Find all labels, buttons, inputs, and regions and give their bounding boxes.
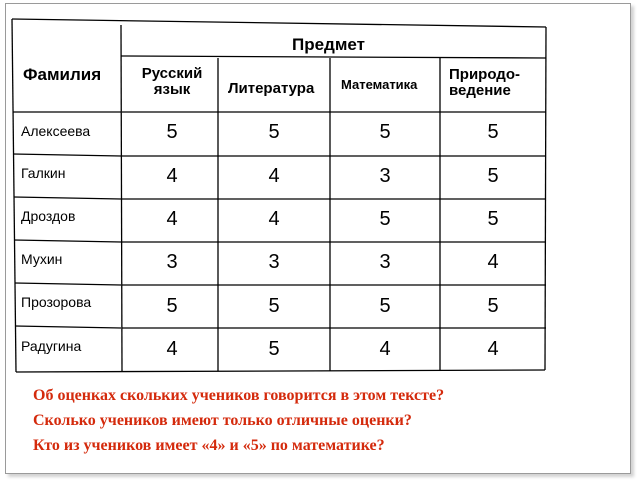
question-1: Об оценках скольких учеников говорится в этом тексте? bbox=[33, 387, 445, 404]
grade-cell: 5 bbox=[166, 121, 178, 143]
subject-russian-line-1: Русский bbox=[141, 65, 203, 82]
grade-cell: 4 bbox=[166, 208, 178, 230]
grade-cell: 4 bbox=[487, 338, 499, 360]
subject-russian-line-2: язык bbox=[153, 81, 191, 98]
grade-cell: 4 bbox=[268, 165, 280, 187]
subject-literature-header bbox=[228, 81, 314, 97]
grade-cell: 5 bbox=[487, 295, 499, 317]
student-name: Радугина bbox=[21, 338, 82, 354]
subject-nature-header bbox=[449, 67, 520, 99]
question-3: Кто из учеников имеет «4» и «5» по математике? bbox=[33, 437, 385, 454]
grade-cell: 3 bbox=[268, 251, 280, 273]
grid-line bbox=[15, 283, 121, 285]
grade-cell: 5 bbox=[487, 121, 499, 143]
grid-line bbox=[13, 154, 121, 156]
grade-cell: 5 bbox=[268, 121, 280, 143]
grade-cell: 5 bbox=[268, 338, 280, 360]
subject-literature-line-1: Литература bbox=[228, 80, 315, 97]
student-name: Прозорова bbox=[21, 294, 92, 310]
grade-cell: 3 bbox=[379, 165, 391, 187]
grade-cell: 4 bbox=[166, 338, 178, 360]
grade-cell: 5 bbox=[379, 121, 391, 143]
subject-math-header bbox=[341, 78, 417, 91]
grade-cell: 5 bbox=[487, 165, 499, 187]
grid-line bbox=[14, 197, 121, 199]
grade-cell: 5 bbox=[268, 295, 280, 317]
grade-cell: 3 bbox=[166, 251, 178, 273]
grid-line bbox=[14, 240, 121, 242]
grid-line bbox=[121, 25, 122, 371]
student-name: Алексеева bbox=[21, 123, 91, 139]
question-2: Сколько учеников имеют только отличные оценки? bbox=[33, 412, 412, 429]
grade-cell: 4 bbox=[379, 338, 391, 360]
subject-nature-line-1: Природо- bbox=[449, 66, 520, 83]
grade-cell: 5 bbox=[379, 295, 391, 317]
grade-cell: 5 bbox=[379, 208, 391, 230]
grade-cell: 5 bbox=[487, 208, 499, 230]
subject-header: Предмет bbox=[292, 35, 365, 54]
student-name: Галкин bbox=[21, 165, 66, 181]
student-name: Дроздов bbox=[21, 208, 76, 224]
student-name: Мухин bbox=[21, 251, 63, 267]
grade-cell: 4 bbox=[487, 251, 499, 273]
question-list bbox=[33, 383, 444, 458]
subject-russian-header bbox=[136, 66, 208, 98]
grade-cell: 4 bbox=[166, 165, 178, 187]
grid-line bbox=[16, 370, 545, 372]
grid-line bbox=[12, 19, 546, 27]
grade-cell: 4 bbox=[268, 208, 280, 230]
grade-cell: 5 bbox=[166, 295, 178, 317]
subject-math-line-1: Математика bbox=[341, 77, 418, 92]
grid-line bbox=[15, 326, 121, 328]
surname-header: Фамилия bbox=[23, 65, 102, 84]
grade-cell: 3 bbox=[379, 251, 391, 273]
grid-line bbox=[121, 56, 546, 58]
grid-line bbox=[12, 19, 16, 372]
subject-nature-line-2: ведение bbox=[449, 82, 511, 99]
